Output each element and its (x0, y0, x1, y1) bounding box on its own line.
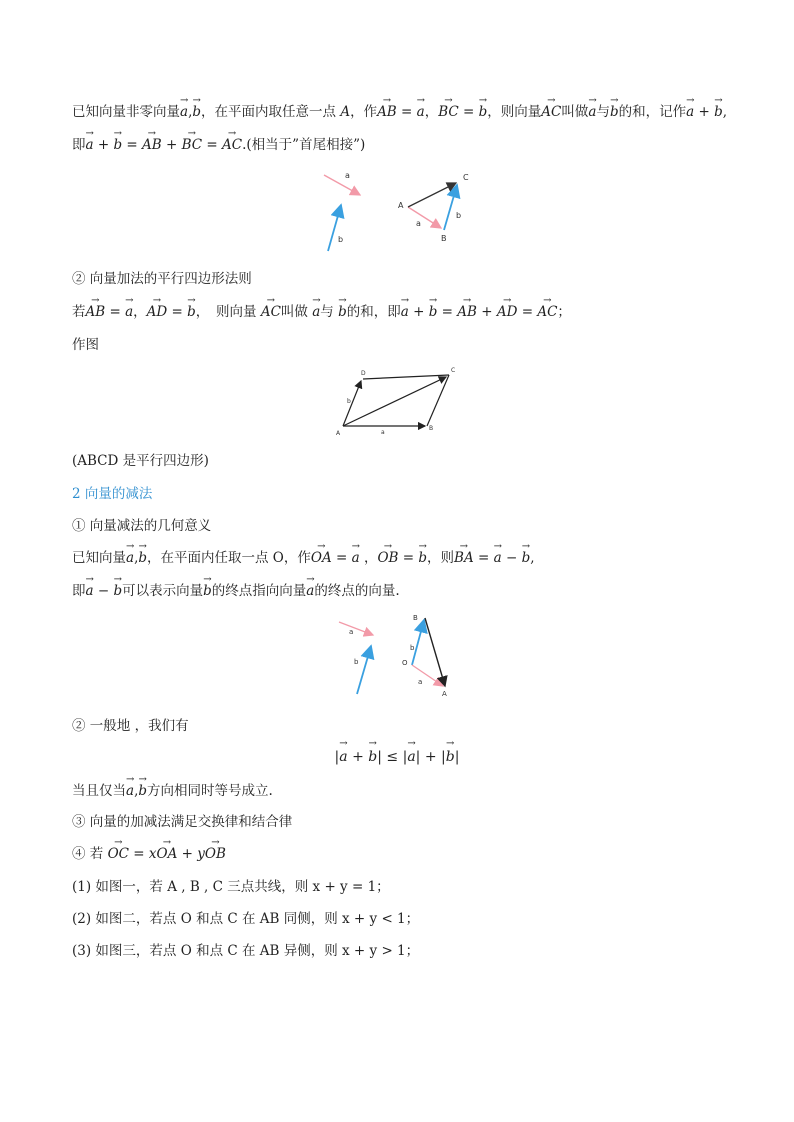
vector-AC: → AC (541, 103, 561, 121)
vector-b: → b (338, 303, 347, 321)
text: 可以表示向量 (122, 583, 204, 599)
vector-AC: → AC (261, 303, 281, 321)
label-b: b (347, 398, 351, 405)
vector-OA: → OA (157, 845, 178, 863)
vector-a: → a (86, 582, 94, 600)
vector-OA: → OA (311, 549, 332, 567)
vector-OB: → OB (377, 549, 398, 567)
vector-AC: → AC (222, 136, 242, 154)
point-A-label: A (442, 690, 447, 698)
point-C-label: C (451, 367, 456, 374)
vector-b-arrow (328, 205, 344, 251)
para1-line2: 即→ a + → b = → AB + → BC = → AC.(相当于”首尾相接”) (72, 136, 365, 154)
equality-condition: 当且仅当→ a,→ b方向相同时等号成立. (72, 782, 273, 800)
vector-AC-arrow (408, 183, 456, 207)
vector-BC: → BC (438, 103, 459, 121)
label-a: a (349, 628, 354, 636)
point-A: A (340, 104, 351, 120)
label-b-small: b (410, 644, 415, 652)
figure-parallelogram (333, 365, 463, 437)
vector-b: → b (113, 136, 122, 154)
vector-OA-arrow (412, 665, 443, 686)
vector-b: → b (522, 549, 531, 567)
text: ，在平面内任取一点 O，作 (147, 550, 311, 566)
point-B-label: B (429, 425, 434, 432)
point-B-label: B (413, 614, 418, 622)
figure-triangle-addition (310, 165, 490, 260)
vector-AB: → AB (86, 303, 106, 321)
text: 叫做 (561, 104, 589, 120)
vector-a: → a (306, 582, 314, 600)
vector-b: → b (203, 582, 212, 600)
vector-a: → a (588, 103, 596, 121)
vector-a: → a (86, 136, 94, 154)
figure-subtraction (335, 610, 460, 700)
vector-OB-arrow (412, 620, 424, 665)
text: 叫做 (280, 304, 313, 320)
case-2: (2) 如图二，若点 O 和点 C 在 AB 同侧，则 x + y < 1； (72, 911, 420, 927)
point-D-label: D (361, 370, 366, 377)
label-a: a (381, 429, 385, 436)
vector-b: → b (192, 103, 201, 121)
point-A-label: A (398, 201, 404, 210)
vector-b: → b (138, 549, 147, 567)
point-A-label: A (336, 430, 341, 437)
abcd-note: (ABCD 是平行四边形) (72, 453, 209, 469)
label-b-small: b (456, 211, 462, 220)
vector-AB: → AB (457, 303, 477, 321)
vector-b: → b (479, 103, 488, 121)
vector-a: → a (180, 103, 188, 121)
label-a-small: a (418, 678, 423, 686)
vector-b: → b (113, 582, 122, 600)
case-3: (3) 如图三，若点 O 和点 C 在 AB 异侧，则 x + y > 1； (72, 943, 420, 959)
vector-AB: → AB (377, 103, 397, 121)
text: ，在平面内取任意一点 (201, 104, 341, 120)
vector-a-arrow (324, 175, 360, 195)
text: 方向相同时等号成立. (147, 783, 273, 799)
text: , (530, 550, 535, 566)
text: 已知向量 (72, 550, 126, 566)
text: 的和，记作 (618, 104, 687, 120)
text: ，则向量 (487, 104, 542, 120)
text: ，则 (427, 550, 455, 566)
label-a: a (345, 171, 350, 180)
vector-OB: → OB (205, 845, 226, 863)
inequality-text: |→ a + → b| ≤ |→ a| + |→ b| (335, 749, 460, 765)
vector-b: → b (418, 549, 427, 567)
vector-b: → b (429, 303, 438, 321)
vector-AB: → AB (142, 136, 162, 154)
vector-AC: → AC (537, 303, 557, 321)
text: .(相当于”首尾相接”) (242, 137, 366, 153)
zuotu-label: 作图 (72, 337, 99, 353)
text: ， 则向量 (195, 304, 261, 320)
vector-a: → a (126, 782, 134, 800)
vector-a: → a (401, 303, 409, 321)
vector-OC: → OC (108, 845, 129, 863)
para4: 即→ a − → b可以表示向量→ b的终点指向向量→ a的终点的向量. (72, 582, 400, 600)
text: ； (557, 304, 571, 320)
vector-a: → a (417, 103, 425, 121)
vector-BC: → BC (182, 136, 203, 154)
vector-b: → b (138, 782, 147, 800)
point-O-label: O (402, 659, 408, 667)
text: ， (133, 304, 147, 320)
text: 与 (596, 104, 610, 120)
section-subtraction-title: 2 向量的减法 (72, 486, 153, 502)
vector-b: → b (187, 303, 196, 321)
label-a-small: a (416, 219, 421, 228)
vector-AB-arrow (408, 207, 441, 228)
text: 已知向量非零向量 (72, 104, 180, 120)
vector-a: → a (126, 549, 134, 567)
para1-line1: 已知向量非零向量→ a,→ b，在平面内取任意一点 A，作→ AB = → a，→ BC = → b，则向量→ AC叫做→ a与→ b的和，记作→ a + → b, (72, 103, 727, 121)
label-b: b (354, 658, 359, 666)
vector-a: → a (686, 103, 694, 121)
edge-DC (363, 375, 449, 379)
vector-BC-arrow (444, 185, 457, 230)
item-parallelogram-rule: ② 向量加法的平行四边形法则 (72, 271, 252, 287)
text: 与 (320, 304, 339, 320)
text: 即 (72, 137, 86, 153)
laws-statement: ③ 向量的加减法满足交换律和结合律 (72, 814, 293, 830)
vector-a: → a (125, 303, 133, 321)
vector-BA: → BA (454, 549, 474, 567)
vector-a-arrow (339, 622, 373, 635)
text: 的和，即 (346, 304, 401, 320)
text: 的终点的向量. (314, 583, 400, 599)
general-statement: ② 一般地 ，我们有 (72, 718, 189, 734)
text: ，作 (350, 104, 378, 120)
vector-b: → b (714, 103, 723, 121)
point-B-label: B (441, 234, 447, 243)
vector-a: → a (352, 549, 360, 567)
subtraction-geometric-meaning: ① 向量减法的几何意义 (72, 518, 212, 534)
vector-a: → a (494, 549, 502, 567)
label-b: b (338, 235, 344, 244)
text: 的终点指向向量 (211, 583, 307, 599)
case-1: (1) 如图一，若 A , B , C 三点共线，则 x + y = 1； (72, 879, 390, 895)
triangle-inequality (0, 749, 794, 765)
para2: 若→ AB = → a，→ AD = → b， 则向量 → AC叫做 → a与 → b的和，即→ a + → b = → AB + → AD = → AC； (72, 303, 571, 321)
text: 若 (72, 304, 86, 320)
text: 即 (72, 583, 86, 599)
point-C-label: C (463, 173, 469, 182)
vector-b: → b (610, 103, 619, 121)
edge-BC (427, 375, 449, 426)
para3: 已知向量→ a,→ b，在平面内任取一点 O，作→ OA = → a ，→ OB = → b，则→ BA = → a − → b, (72, 549, 535, 567)
vector-AD: → AD (147, 303, 168, 321)
linear-combination: ④ 若 → OC = x→ OA + y→ OB (72, 845, 226, 863)
vector-b-arrow (357, 646, 371, 694)
vector-a: → a (312, 303, 320, 321)
text: 当且仅当 (72, 783, 126, 799)
vector-AD: → AD (497, 303, 518, 321)
